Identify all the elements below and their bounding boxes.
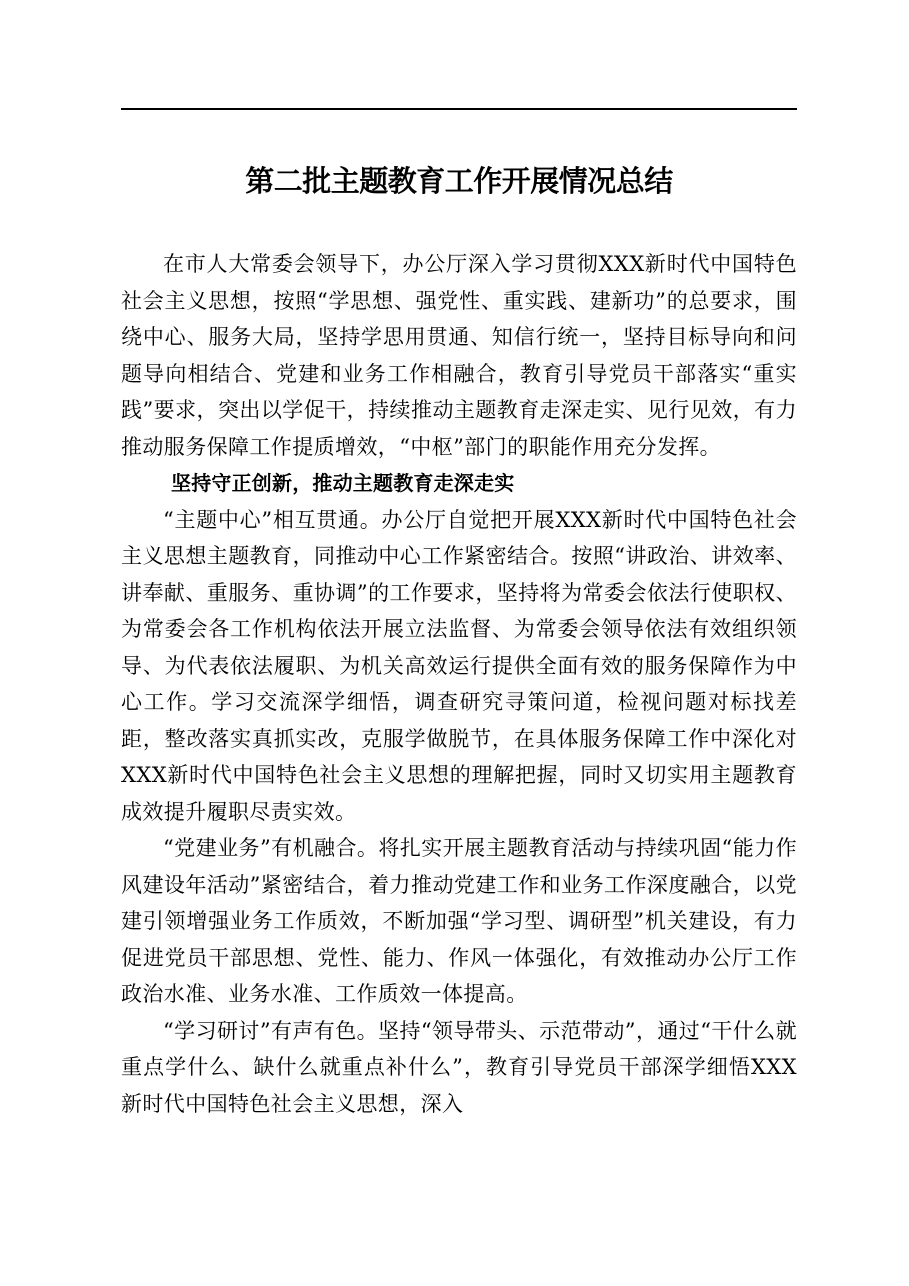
- header-rule: [121, 108, 797, 110]
- intro-paragraph: 在市人大常委会领导下，办公厅深入学习贯彻XXX新时代中国特色社会主义思想，按照“学思想、强党性、重实践、建新功”的总要求，围绕中心、服务大局，坚持学思用贯通、知信行统一，坚持目标导向和问题导向相结合、党建和业务工作相融合，教育引导党员干部落实“重实践”要求，突出以学促干，持续推动主题教育走深走实、见行见效，有力推动服务保障工作提质增效，“中枢”部门的职能作用充分发挥。: [121, 252, 797, 459]
- body-paragraph: “学习研讨”有声有色。坚持“领导带头、示范带动”，通过“干什么就重点学什么、缺什么就重点补什么”，教育引导党员干部深学细悟XXX新时代中国特色社会主义思想，深入: [121, 1018, 797, 1116]
- body-paragraph: “主题中心”相互贯通。办公厅自觉把开展XXX新时代中国特色社会主义思想主题教育，同推动中心工作紧密结合。按照“讲政治、讲效率、讲奉献、重服务、重协调”的工作要求，坚持将为常委会依法行使职权、为常委会各工作机构依法开展立法监督、为常委会领导依法有效组织领导、为代表依法履职、为机关高效运行提供全面有效的服务保障作为中心工作。学习交流深学细悟，调查研究寻策问道，检视问题对标找差距，整改落实真抓实改，克服学做脱节，在具体服务保障工作中深化对XXX新时代中国特色社会主义思想的理解把握，同时又切实用主题教育成效提升履职尽责实效。: [121, 507, 797, 824]
- document-body: [121, 246, 797, 1122]
- body-paragraph: “党建业务”有机融合。将扎实开展主题教育活动与持续巩固“能力作风建设年活动”紧密结合，着力推动党建工作和业务工作深度融合，以党建引领增强业务工作质效，不断加强“学习型、调研型”机关建设，有力促进党员干部思想、党性、能力、作风一体强化，有效推动办公厅工作政治水准、业务水准、工作质效一体提高。: [121, 836, 797, 1006]
- section-heading: 坚持守正创新，推动主题教育走深走实: [171, 471, 515, 495]
- document-title: 第二批主题教育工作开展情况总结: [245, 164, 673, 198]
